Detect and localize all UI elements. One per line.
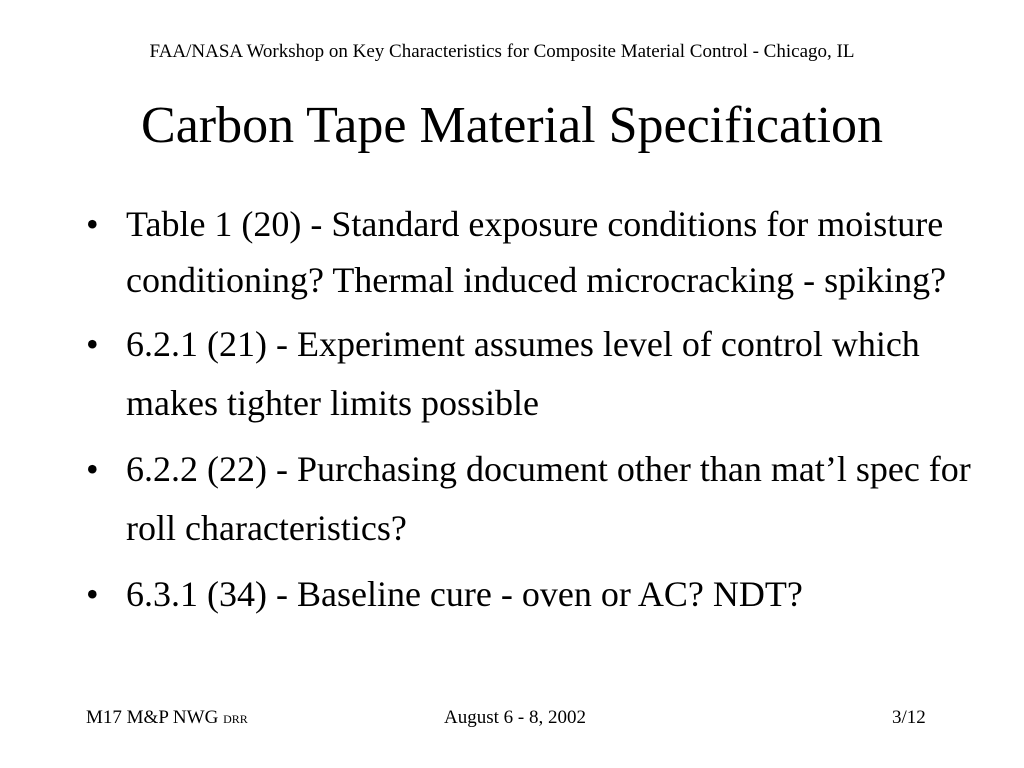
bullet-item [86,565,996,624]
bullet-item [86,196,996,308]
bullet-marker: • [86,574,99,614]
bullet-marker: • [86,324,99,364]
bullet-marker: • [86,449,99,489]
bullet-list [86,196,996,631]
bullet-text: Table 1 (20) - Standard exposure conditions for moisture conditioning? Thermal induced microcracking - spiking? [126,204,947,300]
bullet-text: 6.2.1 (21) - Experiment assumes level of control which makes tighter limits possible [126,324,920,423]
bullet-text: 6.3.1 (34) - Baseline cure - oven or AC? NDT? [126,574,803,614]
bullet-item [86,315,996,433]
page-number: 3/12 [892,707,926,728]
footer-group-name: M17 M&P NWG [86,707,219,728]
bullet-item [86,440,996,558]
bullet-text: 6.2.2 (22) - Purchasing document other than mat’l spec for roll characteristics? [126,449,971,548]
footer-initials: DRR [223,712,248,726]
slide-title: Carbon Tape Material Specification [141,97,883,154]
workshop-header: FAA/NASA Workshop on Key Characteristics for Composite Material Control - Chicago, IL [149,41,855,62]
bullet-marker: • [86,204,99,244]
footer-date: August 6 - 8, 2002 [444,707,586,728]
footer-group [86,705,248,732]
